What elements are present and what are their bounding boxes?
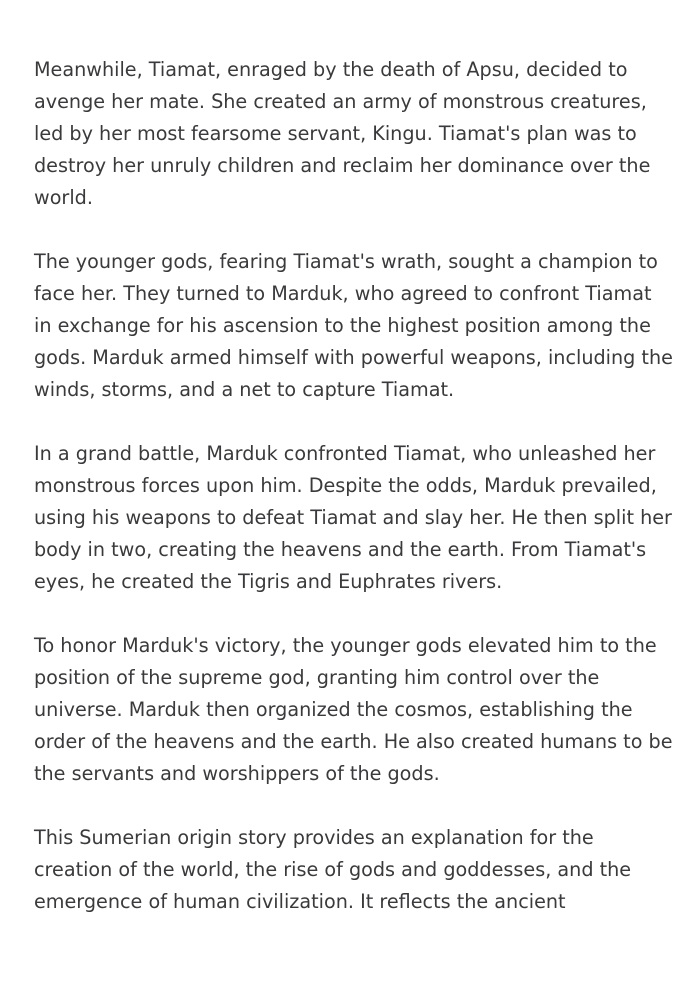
- paragraph-marduk-supreme: To honor Marduk's victory, the younger gods elevated him to the position of the supreme god, granting him control over the universe. Marduk then organized the cosmos, establishing the order of the heavens and the earth. He also created humans to be the servants and worshippers of the gods.: [34, 634, 673, 785]
- article-body: [34, 54, 674, 950]
- paragraph-grand-battle: In a grand battle, Marduk confronted Tiamat, who unleashed her monstrous forces upon him. Despite the odds, Marduk prevailed, using his weapons to defeat Tiamat and slay her. He then split her body in two, creating the heavens and the earth. From Tiamat's eyes, he created the Tigris and Euphrates rivers.: [34, 442, 672, 593]
- paragraph-tiamat-revenge: Meanwhile, Tiamat, enraged by the death of Apsu, decided to avenge her mate. She created an army of monstrous creatures, led by her most fearsome servant, Kingu. Tiamat's plan was to destroy her unruly children and reclaim her dominance over the world.: [34, 58, 651, 209]
- paragraph-origin-story: This Sumerian origin story provides an explanation for the creation of the world, the rise of gods and goddesses, and the emergence of human civilization. It reflects the ancient: [34, 826, 632, 913]
- paragraph-marduk-champion: The younger gods, fearing Tiamat's wrath, sought a champion to face her. They turned to Marduk, who agreed to confront Tiamat in exchange for his ascension to the highest position among the gods. Marduk armed himself with powerful weapons, including the winds, storms, and a net to capture Tiamat.: [34, 250, 673, 401]
